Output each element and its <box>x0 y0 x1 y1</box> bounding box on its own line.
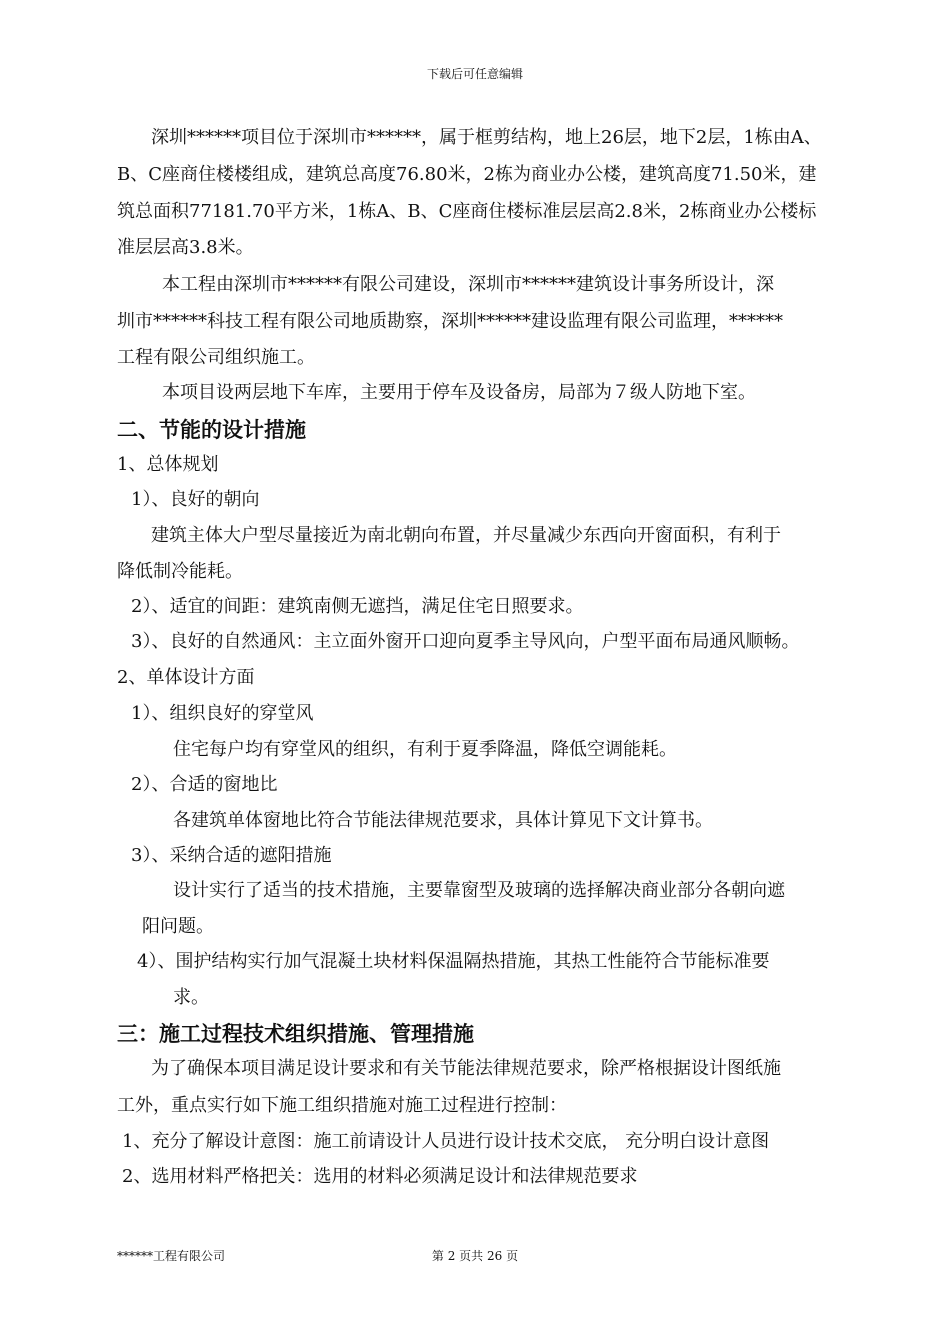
text-line: 降低制冷能耗。 <box>117 561 243 582</box>
section-2-heading: 二、节能的设计措施 <box>117 418 306 442</box>
list-item: 2、选用材料严格把关：选用的材料必须满足设计和法律规范要求 <box>122 1166 638 1187</box>
text-line: 圳市******科技工程有限公司地质勘察，深圳******建设监理有限公司监理，****** <box>117 311 783 332</box>
text-line: 为了确保本项目满足设计要求和有关节能法律规范要求，除严格根据设计图纸施 <box>151 1058 781 1079</box>
subsection-heading: 2、单体设计方面 <box>117 667 255 688</box>
list-item: 1、充分了解设计意图：施工前请设计人员进行设计技术交底， 充分明白设计意图 <box>122 1131 770 1152</box>
page-number: 第 2 页共 26 页 <box>431 1249 519 1263</box>
text-line: 设计实行了适当的技术措施，主要靠窗型及玻璃的选择解决商业部分各朝向遮 <box>173 880 785 901</box>
text-line: 各建筑单体窗地比符合节能法律规范要求，具体计算见下文计算书。 <box>173 810 713 831</box>
list-item: 3）、良好的自然通风：主立面外窗开口迎向夏季主导风向，户型平面布局通风顺畅。 <box>131 631 800 652</box>
text-line: 筑总面积77181.70平方米，1栋A、B、C座商住楼标准层层高2.8米，2栋商业办公楼标 <box>117 201 817 222</box>
list-item: 3）、采纳合适的遮阳措施 <box>131 845 332 866</box>
text-line: 深圳******项目位于深圳市******，属于框剪结构，地上26层，地下2层，1栋由A、 <box>151 127 822 148</box>
text-line: 准层层高3.8米。 <box>117 237 254 258</box>
intro-paragraph-3: 本项目设两层地下车库，主要用于停车及设备房，局部为７级人防地下室。 <box>162 382 756 403</box>
text-line: B、C座商住楼楼组成，建筑总高度76.80米，2栋为商业办公楼，建筑高度71.50米，建 <box>117 164 817 185</box>
text-line: 工程有限公司组织施工。 <box>117 347 315 368</box>
subsection-heading: 1、总体规划 <box>117 454 219 475</box>
text-line: 阳问题。 <box>142 916 214 937</box>
text-line: 建筑主体大户型尽量接近为南北朝向布置，并尽量减少东西向开窗面积，有利于 <box>151 525 781 546</box>
text-line: 本工程由深圳市******有限公司建设，深圳市******建筑设计事务所设计，深 <box>162 274 774 295</box>
header-note: 下载后可任意编辑 <box>426 67 523 81</box>
list-item: 1）、良好的朝向 <box>131 489 260 510</box>
list-item: 1）、组织良好的穿堂风 <box>131 703 314 724</box>
section-3-heading: 三：施工过程技术组织措施、管理措施 <box>117 1022 474 1046</box>
text-line: 求。 <box>173 987 209 1008</box>
list-item: 2）、合适的窗地比 <box>131 774 278 795</box>
list-item: 2）、适宜的间距：建筑南侧无遮挡，满足住宅日照要求。 <box>131 596 584 617</box>
text-line: 住宅每户均有穿堂风的组织，有利于夏季降温，降低空调能耗。 <box>173 739 677 760</box>
list-item: 4）、围护结构实行加气混凝土块材料保温隔热措施，其热工性能符合节能标准要 <box>137 951 770 972</box>
text-line: 工外，重点实行如下施工组织措施对施工过程进行控制： <box>117 1095 567 1116</box>
footer-company: ******工程有限公司 <box>117 1249 226 1263</box>
